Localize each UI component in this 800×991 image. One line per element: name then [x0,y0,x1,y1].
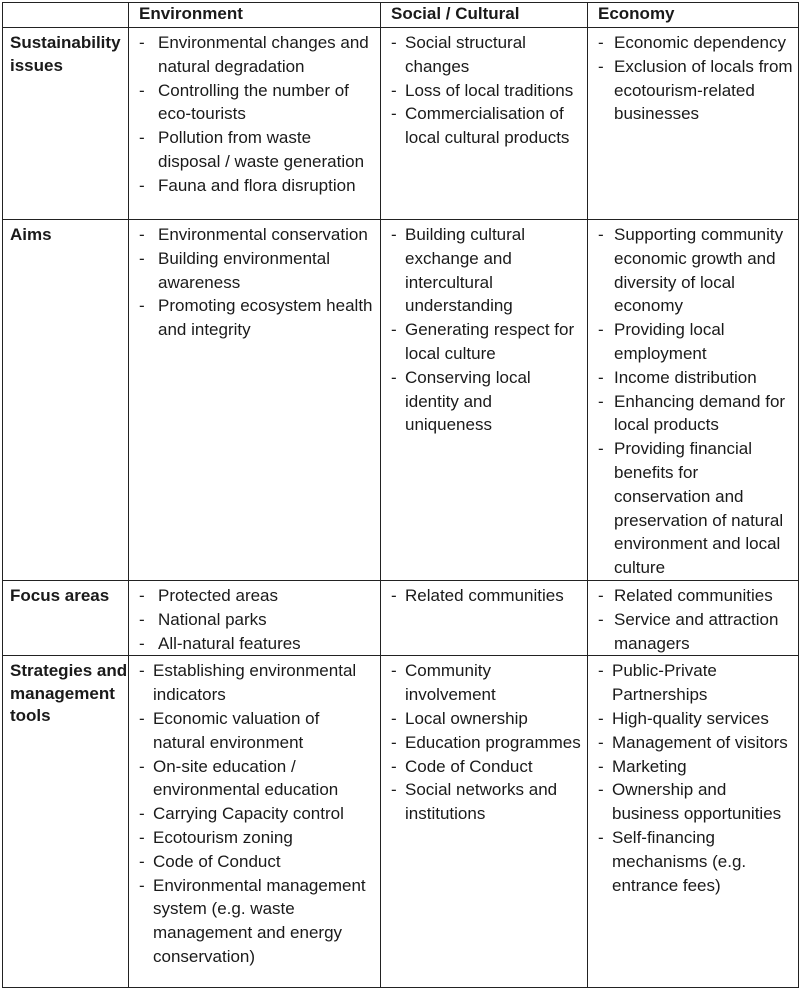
list-item: - Environmental management system (e.g. waste management and energy conservation) [139,874,376,969]
list-item: - All-natural features [139,632,376,656]
list-item: - Providing financial benefits for conservation and preservation of natural environment and local culture [598,437,794,580]
environment-cell [129,28,381,220]
list-item: - Protected areas [139,584,376,608]
list-item: - Providing local employment [598,318,794,366]
list-item: - Exclusion of locals from ecotourism-related businesses [598,55,794,126]
list-item: - Community involvement [391,659,583,707]
environment-cell [129,220,381,581]
list-item: - Enhancing demand for local products [598,390,794,438]
list-item: - Economic dependency [598,31,794,55]
list-item: - Environmental changes and natural degradation [139,31,376,79]
social-cell [381,580,588,655]
list-item: - Environmental conservation [139,223,376,247]
list-item: - Service and attraction managers [598,608,794,656]
list-item: - Ownership and business opportunities [598,778,794,826]
list-item: - Marketing [598,755,794,779]
list-item: - Conserving local identity and uniqueness [391,366,583,437]
list-item: - Related communities [391,584,583,608]
list-item: - Local ownership [391,707,583,731]
list-item: - Commercialisation of local cultural products [391,102,583,150]
list-item: - Supporting community economic growth and diversity of local economy [598,223,794,318]
list-item: - On-site education / environmental education [139,755,376,803]
list-item: - Self-financing mechanisms (e.g. entrance fees) [598,826,794,897]
list-item: - Income distribution [598,366,794,390]
sustainability-table [2,2,799,988]
list-item: - Related communities [598,584,794,608]
environment-cell [129,580,381,655]
row-label: Strategies and management tools [3,656,129,988]
table-row [3,656,799,988]
social-cell [381,220,588,581]
table-row [3,220,799,581]
economy-cell [588,28,799,220]
table-row [3,580,799,655]
list-item: - Promoting ecosystem health and integrity [139,294,376,342]
economy-cell [588,656,799,988]
social-cell [381,656,588,988]
table-row [3,28,799,220]
list-item: - Social networks and institutions [391,778,583,826]
list-item: - Controlling the number of eco-tourists [139,79,376,127]
list-item: - Establishing environmental indicators [139,659,376,707]
list-item: - Education programmes [391,731,583,755]
header-row [3,3,799,28]
list-item: - Fauna and flora disruption [139,174,376,198]
list-item: - Management of visitors [598,731,794,755]
list-item: - Carrying Capacity control [139,802,376,826]
list-item: - Code of Conduct [139,850,376,874]
row-label: Focus areas [3,580,129,655]
economy-cell [588,220,799,581]
economy-cell [588,580,799,655]
list-item: - Building cultural exchange and intercultural understanding [391,223,583,318]
list-item: - Economic valuation of natural environment [139,707,376,755]
list-item: - Generating respect for local culture [391,318,583,366]
list-item: - Ecotourism zoning [139,826,376,850]
row-label: Sustainability issues [3,28,129,220]
header-social-cultural: Social / Cultural [381,3,588,28]
row-label: Aims [3,220,129,581]
header-corner [3,3,129,28]
list-item: - High-quality services [598,707,794,731]
list-item: - Building environmental awareness [139,247,376,295]
list-item: - Loss of local traditions [391,79,583,103]
environment-cell [129,656,381,988]
list-item: - Social structural changes [391,31,583,79]
list-item: - Code of Conduct [391,755,583,779]
list-item: - Public-Private Partnerships [598,659,794,707]
list-item: - Pollution from waste disposal / waste generation [139,126,376,174]
list-item: - National parks [139,608,376,632]
header-environment: Environment [129,3,381,28]
header-economy: Economy [588,3,799,28]
social-cell [381,28,588,220]
